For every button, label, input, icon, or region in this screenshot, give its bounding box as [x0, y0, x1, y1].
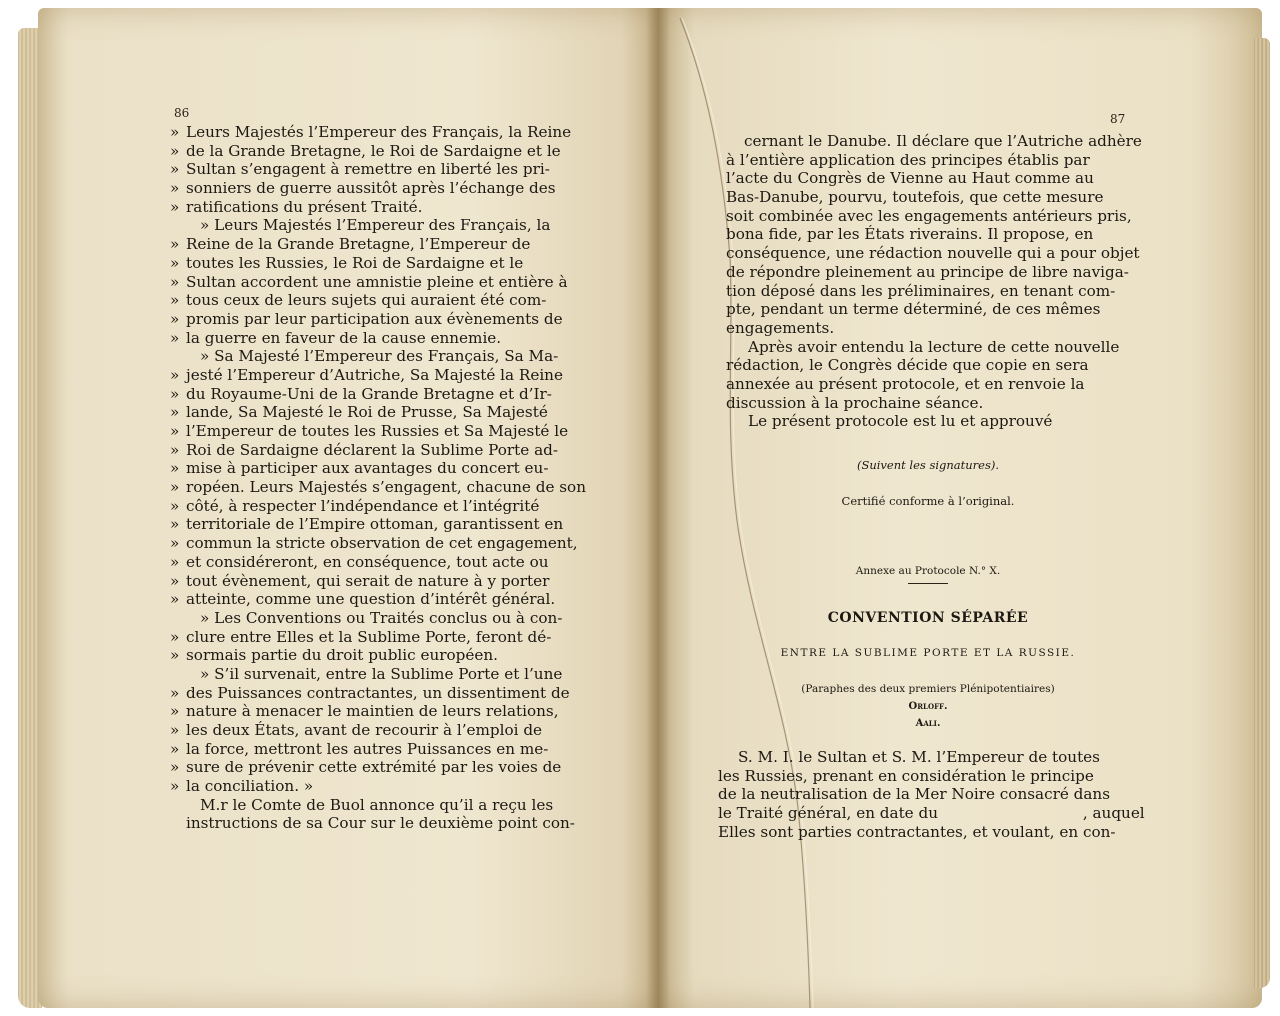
- text-line: [170, 216, 586, 235]
- text-line: [170, 254, 586, 273]
- text-line: [170, 609, 586, 628]
- line-text: instructions de sa Cour sur le deuxième point con-: [186, 814, 575, 833]
- quote-mark: »: [170, 440, 180, 459]
- text-line: les Russies, prenant en considération le principe: [718, 766, 1094, 785]
- text-line: [170, 553, 586, 572]
- text-line: [170, 347, 586, 366]
- text-line: Le présent protocole est lu et approuvé: [748, 412, 1053, 431]
- line-text: des Puissances contractantes, un dissentiment de: [186, 683, 570, 702]
- line-text: » Sa Majesté l’Empereur des Français, Sa Ma-: [200, 347, 559, 366]
- text-line: [170, 646, 586, 665]
- text-line: [170, 665, 586, 684]
- quote-mark: »: [170, 160, 180, 179]
- annex-title: Annexe au Protocole N.° X.: [855, 565, 1001, 577]
- signatures-note: (Suivent les signatures).: [856, 458, 1000, 472]
- text-line: [170, 796, 586, 815]
- text-line: [170, 385, 586, 404]
- text-line: Bas-Danube, pourvu, toutefois, que cette mesure: [726, 188, 1104, 207]
- line-text: côté, à respecter l’indépendance et l’intégrité: [186, 496, 540, 515]
- quote-mark: »: [170, 515, 180, 534]
- text-line: [170, 721, 586, 740]
- quote-mark: »: [170, 683, 180, 702]
- signatory-aali: Aali.: [915, 718, 941, 729]
- quote-mark: »: [170, 253, 180, 272]
- text-line: soit combinée avec les engagements antérieurs pris,: [726, 206, 1132, 225]
- text-line: [170, 366, 586, 385]
- text-line: discussion à la prochaine séance.: [726, 393, 984, 412]
- quote-mark: »: [170, 291, 180, 310]
- line-text: Leurs Majestés l’Empereur des Français, la Reine: [186, 123, 572, 141]
- quote-mark: »: [170, 627, 180, 646]
- quote-mark: »: [170, 309, 180, 328]
- quote-mark: »: [170, 272, 180, 291]
- line-text: sonniers de guerre aussitôt après l’échange des: [186, 179, 556, 198]
- page-edges-right: [1254, 38, 1270, 988]
- line-text: les deux États, avant de recourir à l’emploi de: [186, 721, 543, 739]
- line-text: et considéreront, en conséquence, tout acte ou: [186, 552, 549, 571]
- text-line: [170, 740, 586, 759]
- text-line: [170, 684, 586, 703]
- quote-mark: »: [170, 478, 180, 497]
- text-line: cernant le Danube. Il déclare que l’Autriche adhère: [744, 132, 1142, 150]
- line-text: » S’il survenait, entre la Sublime Porte et l’une: [200, 664, 563, 683]
- text-line: [170, 291, 586, 310]
- quote-mark: »: [170, 384, 180, 403]
- quote-mark: »: [170, 459, 180, 478]
- text-line: [170, 777, 586, 796]
- text-line: [170, 628, 586, 647]
- line-text: toutes les Russies, le Roi de Sardaigne et le: [186, 253, 524, 272]
- text-line: à l’entière application des principes établis par: [726, 150, 1090, 169]
- annex-rule: [908, 583, 948, 584]
- quote-mark: »: [170, 721, 180, 739]
- quote-mark: »: [170, 141, 180, 160]
- line-text: M.r le Comte de Buol annonce qu’il a reçu les: [200, 795, 554, 814]
- text-line: [170, 572, 586, 591]
- text-line: Elles sont parties contractantes, et voulant, en con-: [718, 822, 1116, 841]
- text-line: [170, 160, 586, 179]
- text-line: engagements.: [726, 318, 835, 337]
- quote-mark: »: [170, 552, 180, 571]
- quote-mark: »: [170, 328, 180, 347]
- text-line: rédaction, le Congrès décide que copie en sera: [726, 356, 1089, 375]
- text-line: pte, pendant un terme déterminé, de ces mêmes: [726, 300, 1101, 319]
- text-line: le Traité général, en date du , auquel: [718, 804, 1145, 823]
- text-line: de la neutralisation de la Mer Noire consacré dans: [718, 785, 1111, 804]
- text-line: [170, 273, 586, 292]
- right-page-text: [726, 132, 1142, 431]
- text-line: bona fide, par les États riverains. Il propose, en: [726, 225, 1094, 244]
- quote-mark: »: [170, 739, 180, 758]
- convention-subtitle: ENTRE LA SUBLIME PORTE ET LA RUSSIE.: [780, 647, 1076, 659]
- left-page-text: [170, 123, 586, 833]
- quote-mark: »: [170, 702, 180, 721]
- text-line: [170, 235, 586, 254]
- text-line: [170, 515, 586, 534]
- text-line: [170, 329, 586, 348]
- text-line: [170, 198, 586, 217]
- text-line: [170, 422, 586, 441]
- line-text: sure de prévenir cette extrémité par les voies de: [186, 758, 562, 777]
- line-text: de la Grande Bretagne, le Roi de Sardaigne et le: [186, 141, 561, 160]
- line-text: l’Empereur de toutes les Russies et Sa Majesté le: [186, 422, 569, 440]
- line-text: ropéen. Leurs Majestés s’engagent, chacune de son: [186, 478, 586, 497]
- line-text: tous ceux de leurs sujets qui auraient été com-: [186, 291, 547, 310]
- quote-mark: »: [170, 235, 180, 254]
- page-number-left: 86: [174, 106, 190, 120]
- quote-mark: »: [170, 590, 180, 609]
- certified-note: Certifié conforme à l’original.: [841, 494, 1015, 508]
- text-line: [170, 310, 586, 329]
- quote-mark: »: [170, 403, 180, 422]
- convention-body: [718, 748, 1145, 841]
- line-text: la conciliation. »: [186, 777, 314, 796]
- quote-mark: »: [170, 758, 180, 777]
- text-line: [170, 590, 586, 609]
- text-line: [170, 123, 586, 142]
- line-text: atteinte, comme une question d’intérêt général.: [186, 590, 556, 609]
- quote-mark: »: [170, 496, 180, 515]
- line-text: la force, mettront les autres Puissances en me-: [186, 739, 549, 758]
- line-text: lande, Sa Majesté le Roi de Prusse, Sa Majesté: [186, 403, 548, 422]
- quote-mark: »: [170, 646, 180, 665]
- quote-mark: »: [170, 179, 180, 198]
- quote-mark: »: [170, 571, 180, 590]
- line-text: la guerre en faveur de la cause ennemie.: [186, 328, 502, 347]
- quote-mark: »: [170, 197, 180, 216]
- line-text: du Royaume-Uni de la Grande Bretagne et d’Ir-: [186, 384, 552, 403]
- open-book: [18, 8, 1270, 1010]
- text-line: [170, 534, 586, 553]
- convention-title: CONVENTION SÉPARÉE: [827, 610, 1029, 626]
- line-text: mise à participer aux avantages du concert eu-: [186, 459, 549, 478]
- line-text: » Les Conventions ou Traités conclus ou à con-: [200, 608, 563, 627]
- quote-mark: »: [170, 123, 180, 141]
- text-line: de répondre pleinement au principe de libre naviga-: [726, 262, 1129, 281]
- line-text: jesté l’Empereur d’Autriche, Sa Majesté la Reine: [186, 365, 563, 384]
- text-line: [170, 179, 586, 198]
- line-text: Reine de la Grande Bretagne, l’Empereur de: [186, 235, 531, 254]
- text-line: [170, 478, 586, 497]
- text-line: [170, 702, 586, 721]
- text-line: [170, 403, 586, 422]
- line-text: Sultan accordent une amnistie pleine et entière à: [186, 272, 568, 291]
- line-text: Sultan s’engagent à remettre en liberté les pri-: [186, 160, 550, 179]
- quote-mark: »: [170, 422, 180, 440]
- text-line: [170, 441, 586, 460]
- line-text: nature à menacer le maintien de leurs relations,: [186, 702, 559, 721]
- text-line: [170, 497, 586, 516]
- text-line: conséquence, une rédaction nouvelle qui a pour objet: [726, 244, 1140, 263]
- text-line: annexée au présent protocole, et en renvoie la: [726, 374, 1085, 393]
- line-text: » Leurs Majestés l’Empereur des Français, la: [200, 216, 551, 235]
- quote-mark: »: [170, 365, 180, 384]
- page-number-right: 87: [1110, 112, 1126, 126]
- line-text: Roi de Sardaigne déclarent la Sublime Porte ad-: [186, 440, 558, 459]
- line-text: clure entre Elles et la Sublime Porte, feront dé-: [186, 627, 552, 646]
- quote-mark: »: [170, 534, 180, 553]
- text-line: l’acte du Congrès de Vienne au Haut comme au: [726, 169, 1094, 188]
- text-line: S. M. I. le Sultan et S. M. l’Empereur de toutes: [738, 748, 1100, 766]
- line-text: ratifications du présent Traité.: [186, 197, 423, 216]
- line-text: territoriale de l’Empire ottoman, garantissent en: [186, 515, 564, 534]
- line-text: sormais partie du droit public européen.: [186, 646, 498, 665]
- text-line: [170, 814, 586, 833]
- text-line: [170, 758, 586, 777]
- text-line: Après avoir entendu la lecture de cette nouvelle: [748, 337, 1120, 356]
- signatory-orloff: Orloff.: [908, 701, 948, 712]
- paraphes-note: (Paraphes des deux premiers Plénipotentiaires): [801, 683, 1055, 695]
- quote-mark: »: [170, 777, 180, 796]
- line-text: commun la stricte observation de cet engagement,: [186, 534, 578, 553]
- book-gutter: [646, 8, 670, 1008]
- text-line: tion déposé dans les préliminaires, en tenant com-: [726, 281, 1116, 300]
- line-text: promis par leur participation aux évènements de: [186, 309, 563, 328]
- line-text: tout évènement, qui serait de nature à y porter: [186, 571, 550, 590]
- text-line: [170, 142, 586, 161]
- text-line: [170, 459, 586, 478]
